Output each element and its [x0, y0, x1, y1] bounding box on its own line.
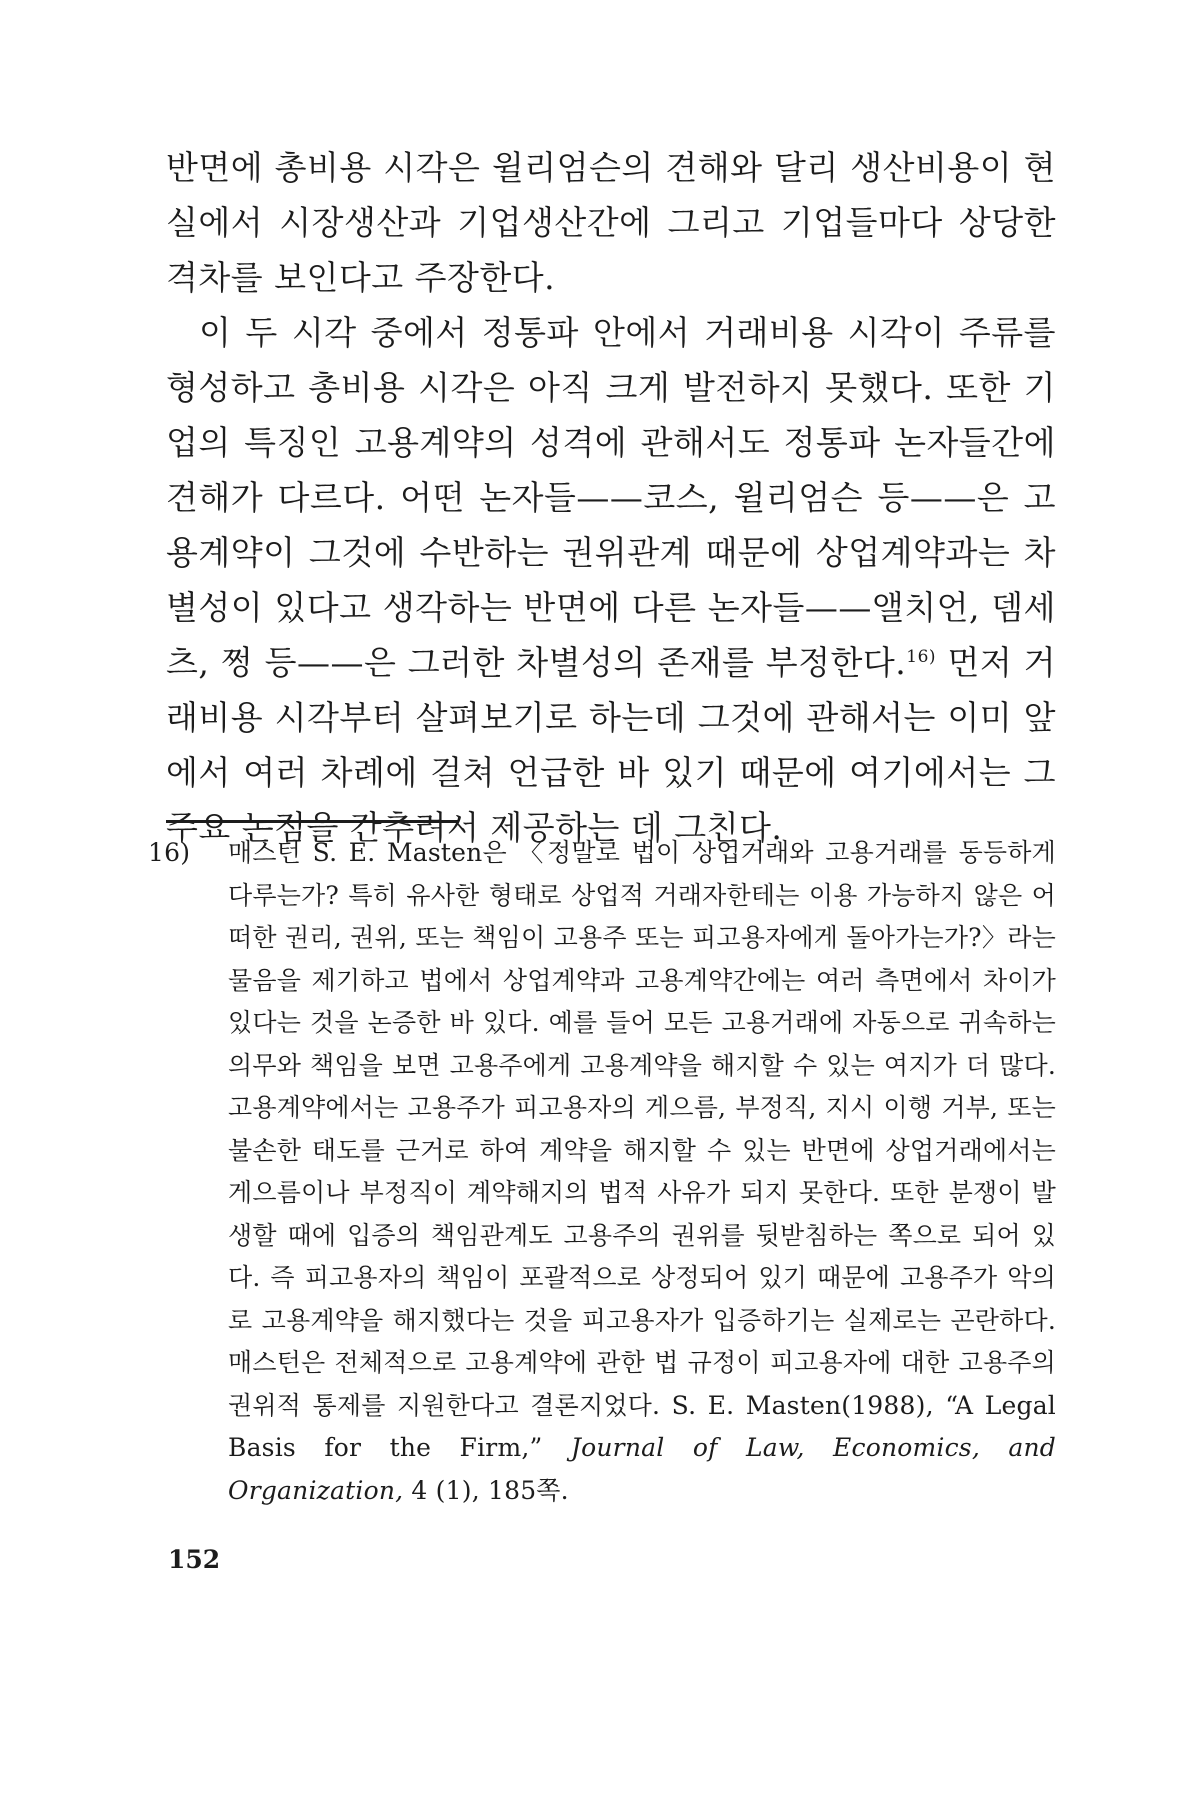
- footnote-paragraph: [148, 832, 1057, 1512]
- footnote-reference: 16): [906, 647, 937, 667]
- paragraph-2-text: 이 두 시각 중에서 정통파 안에서 거래비용 시각이 주류를 형성하고 총비용 시각은 아직 크게 발전하지 못했다. 또한 기업의 특징인 고용계약의 성격에 관해서도 정통파 논자들간에 견해가 다르다. 어떤 논자들——코스, 윌리엄슨 등——은 고용계약이 그것에 수반하는 권위관계 때문에 상업계약과는 차별성이 있다고 생각하는 반면에 다른 논자들——앨치언, 뎀세츠, 쩡 등——은 그러한 차별성의 존재를 부정한다.: [166, 313, 1056, 682]
- paragraph-1: 반면에 총비용 시각은 윌리엄슨의 견해와 달리 생산비용이 현실에서 시장생산과 기업생산간에 그리고 기업들마다 상당한 격차를 보인다고 주장한다.: [166, 148, 1056, 297]
- page-number: 152: [168, 1545, 221, 1574]
- footnote-number: 16): [148, 838, 191, 867]
- footnote-journal-title: Journal of Law, Economics, and Organization,: [228, 1433, 1057, 1505]
- paragraph-2: [166, 305, 1056, 855]
- footnote-16: [148, 832, 1057, 1512]
- footnote-text: 매스턴 S. E. Masten은 〈정말로 법이 상업거래와 고용거래를 동등하게 다루는가? 특히 유사한 형태로 상업적 거래자한테는 이용 가능하지 않은 어떠한 권리, 권위, 또는 책임이 고용주 또는 피고용자에게 돌아가는가?〉라는 물음을 제기하고 법에서 상업계약과 고용계약간에는 여러 측면에서 차이가 있다는 것을 논증한 바 있다. 예를 들어 모든 고용거래에 자동으로 귀속하는 의무와 책임을 보면 고용주에게 고용계약을 해지할 수 있는 여지가 더 많다. 고용계약에서는 고용주가 피고용자의 게으름, 부정직, 지시 이행 거부, 또는 불손한 태도를 근거로 하여 계약을 해지할 수 있는 반면에 상업거래에서는 게으름이나 부정직이 계약해지의 법적 사유가 되지 못한다. 또한 분쟁이 발생할 때에 입증의 책임관계도 고용주의 권위를 뒷받침하는 쪽으로 되어 있다. 즉 피고용자의 책임이 포괄적으로 상정되어 있기 때문에 고용주가 악의로 고용계약을 해지했다는 것을 피고용자가 입증하기는 실제로는 곤란하다. 매스턴은 전체적으로 고용계약에 관한 법 규정이 피고용자에 대한 고용주의 권위적 통제를 지원한다고 결론지었다. S. E. Masten(1988), “A Legal Basis for the Firm,”: [228, 838, 1056, 1462]
- main-text: [166, 140, 1056, 855]
- footnote-citation-tail: 4 (1), 185쪽.: [403, 1475, 569, 1505]
- footnote-divider: [166, 820, 458, 823]
- paragraph-2-continuation: 먼저 거래비용 시각부터 살펴보기로 하는데 그것에 관해서는 이미 앞에서 여러 차례에 걸쳐 언급한 바 있기 때문에 여기에서는 그 주요 논점을 간추려서 제공하는 데 그친다.: [166, 643, 1056, 847]
